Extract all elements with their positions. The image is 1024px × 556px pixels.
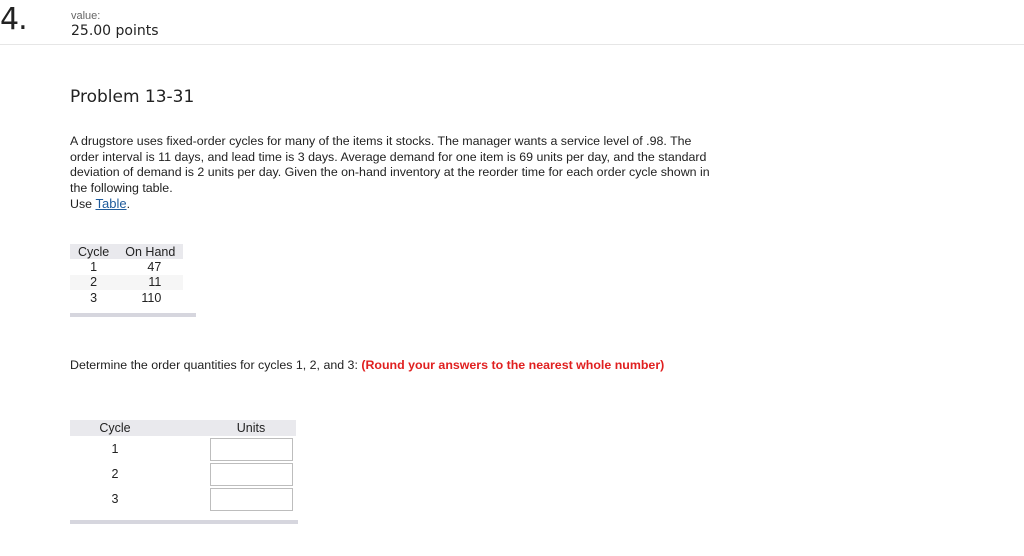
on-hand-cell: 47 <box>147 259 162 274</box>
table-divider <box>70 520 298 524</box>
table-row <box>70 461 296 486</box>
question-text: Determine the order quantities for cycles 1, 2, and 3: <box>70 358 362 372</box>
onhand-table <box>70 244 183 306</box>
table-divider <box>70 313 196 317</box>
units-input-cycle-1[interactable] <box>210 438 293 461</box>
cycle-cell: 2 <box>70 275 117 291</box>
on-hand-cell: 110 <box>141 290 162 305</box>
points-value: 25.00 points <box>71 23 159 39</box>
col-header-on-hand: On Hand <box>117 244 183 259</box>
problem-text: A drugstore uses fixed-order cycles for many of the items it stocks. The manager wants a service level of .98. The order interval is 11 days, and lead time is 3 days. Average demand for one item is 69 units per day, and the standard deviation of demand is 2 units per day. Given the on-hand inventory at the reorder time for each order cycle shown in the following table. <box>70 134 710 195</box>
question-prompt <box>70 358 670 374</box>
cycle-cell: 3 <box>111 491 119 506</box>
cycle-cell: 3 <box>90 290 98 305</box>
on-hand-cell: 11 <box>117 275 183 291</box>
table-row <box>70 436 296 461</box>
rounding-instruction: (Round your answers to the nearest whole number) <box>361 358 665 372</box>
cycle-cell: 1 <box>111 441 119 456</box>
col-spacer <box>160 420 206 436</box>
problem-statement <box>70 134 720 213</box>
units-input-cycle-2[interactable] <box>210 463 293 486</box>
spacer-cell <box>160 486 206 511</box>
use-prefix: Use <box>70 197 96 211</box>
answer-table <box>70 420 296 511</box>
question-number: 4. <box>0 2 27 37</box>
units-cell <box>206 461 296 486</box>
col-header-cycle: Cycle <box>70 244 117 259</box>
value-label: value: <box>71 10 101 22</box>
cycle-cell: 2 <box>111 466 119 481</box>
units-input-cycle-3[interactable] <box>210 488 293 511</box>
table-row <box>70 290 183 306</box>
table-row <box>70 259 183 275</box>
use-suffix: . <box>126 197 131 211</box>
cycle-cell: 1 <box>90 259 98 274</box>
spacer-cell <box>160 436 206 461</box>
units-cell <box>206 436 296 461</box>
units-cell <box>206 486 296 511</box>
question-header <box>0 0 1024 45</box>
col-header-units: Units <box>206 420 296 436</box>
table-link[interactable]: Table <box>95 196 127 211</box>
col-header-cycle: Cycle <box>70 420 160 436</box>
spacer-cell <box>160 461 206 486</box>
table-row <box>70 486 296 511</box>
table-row <box>70 275 183 291</box>
problem-title: Problem 13-31 <box>70 87 195 107</box>
